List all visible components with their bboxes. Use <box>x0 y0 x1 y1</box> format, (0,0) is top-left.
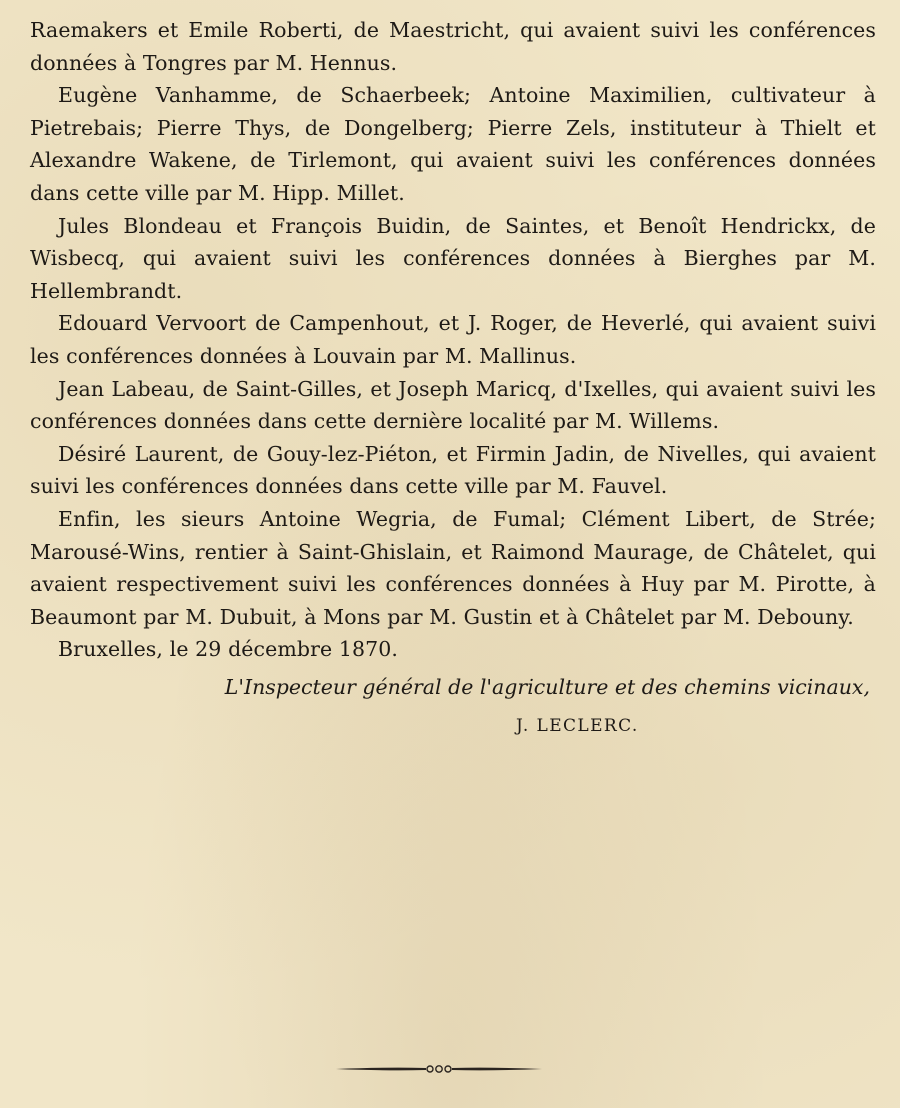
paragraph-5: Jean Labeau, de Saint-Gilles, et Joseph Maricq, d'Ixelles, qui avaient suivi les conférences données dans cette dernière localité par M. Willems. <box>30 376 876 434</box>
paragraph-6: Désiré Laurent, de Gouy-lez-Piéton, et Firmin Jadin, de Nivelles, qui avaient suivi les conférences données dans cette ville par M. Fauvel. <box>30 441 876 499</box>
dateline: Bruxelles, le 29 décembre 1870. <box>58 637 399 662</box>
signature-title: L'Inspecteur général de l'agriculture et des chemins vicinaux, <box>224 675 870 699</box>
signature-name: J. LECLERC. <box>516 716 639 736</box>
document-body <box>30 14 876 666</box>
paragraph-1: Raemakers et Emile Roberti, de Maestricht, qui avaient suivi les conférences données à Tongres par M. Hennus. <box>30 18 876 75</box>
end-ornament-icon <box>336 1062 542 1076</box>
paragraph-7: Enfin, les sieurs Antoine Wegria, de Fumal; Clément Libert, de Strée; Marousé-Wins, rentier à Saint-Ghislain, et Raimond Maurage, de Châtelet, qui avaient respectivement suivi les conférences données à Huy par M. Pirotte, à Beaumont par M. Dubuit, à Mons par M. Gustin et à Châtelet par M. Debouny. <box>30 506 876 629</box>
paragraph-3: Jules Blondeau et François Buidin, de Saintes, et Benoît Hendrickx, de Wisbecq, qui avaient suivi les conférences données à Bierghes par M. Hellembrandt. <box>30 213 876 303</box>
paragraph-4: Edouard Vervoort de Campenhout, et J. Roger, de Heverlé, qui avaient suivi les conférences données à Louvain par M. Mallinus. <box>30 311 876 368</box>
paragraph-2: Eugène Vanhamme, de Schaerbeek; Antoine Maximilien, cultivateur à Pietrebais; Pierre Thys, de Dongelberg; Pierre Zels, instituteur à Thielt et Alexandre Wakene, de Tirlemont, qui avaient suivi les conférences données dans cette ville par M. Hipp. Millet. <box>30 83 876 205</box>
